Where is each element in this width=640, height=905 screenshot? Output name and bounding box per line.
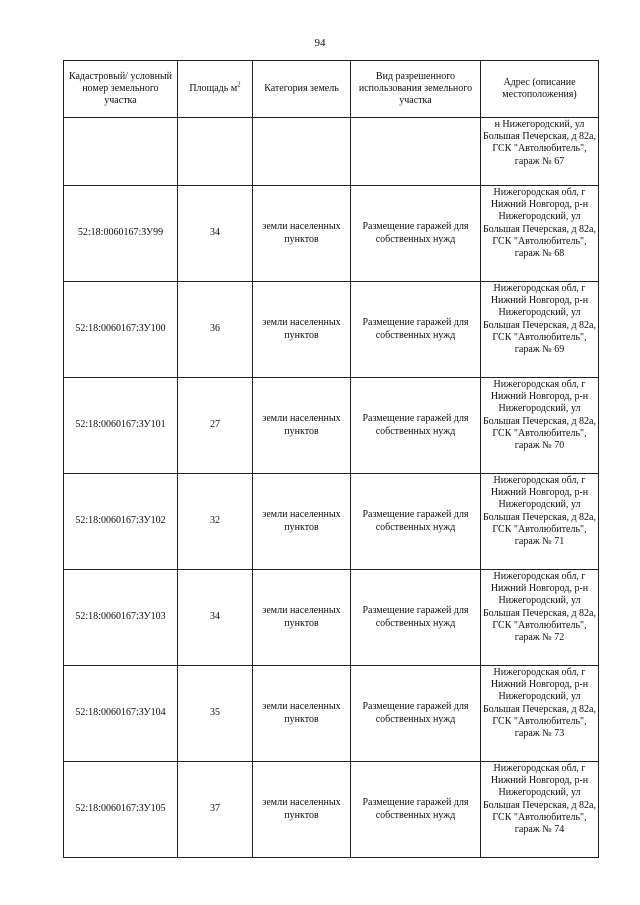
land-plots-table [63, 60, 599, 858]
cell-use: Размещение гаражей для собственных нужд [351, 474, 481, 570]
cell-address: Нижегородская обл, г Нижний Новгород, р-н Нижегородский, ул Большая Печерская, д 82а, ГСК "Автолюбитель", гараж № 73 [481, 666, 599, 762]
table-row-continuation [64, 118, 599, 186]
table-row [64, 378, 599, 474]
cell-cadastral: 52:18:0060167:ЗУ105 [64, 762, 178, 858]
header-area-sup: 2 [237, 80, 241, 89]
header-category: Категория земель [253, 61, 351, 118]
cell-category: земли населенных пунктов [253, 282, 351, 378]
cell-cadastral: 52:18:0060167:ЗУ102 [64, 474, 178, 570]
page-number: 94 [314, 37, 326, 49]
cell-address: Нижегородская обл, г Нижний Новгород, р-н Нижегородский, ул Большая Печерская, д 82а, ГСК "Автолюбитель", гараж № 72 [481, 570, 599, 666]
cell-area: 32 [178, 474, 253, 570]
header-use: Вид разрешенного использования земельного участка [351, 61, 481, 118]
cell-category: земли населенных пунктов [253, 186, 351, 282]
cell-area: 35 [178, 666, 253, 762]
cell-cadastral: 52:18:0060167:ЗУ99 [64, 186, 178, 282]
cell-cadastral: 52:18:0060167:ЗУ100 [64, 282, 178, 378]
header-address: Адрес (описание местоположения) [481, 61, 599, 118]
table-header [64, 61, 599, 118]
cell-address: Нижегородская обл, г Нижний Новгород, р-н Нижегородский, ул Большая Печерская, д 82а, ГСК "Автолюбитель", гараж № 74 [481, 762, 599, 858]
cell-area: 34 [178, 186, 253, 282]
cell-use: Размещение гаражей для собственных нужд [351, 666, 481, 762]
cell-cadastral [64, 118, 178, 186]
cell-address: Нижегородская обл, г Нижний Новгород, р-н Нижегородский, ул Большая Печерская, д 82а, ГСК "Автолюбитель", гараж № 71 [481, 474, 599, 570]
cell-category: земли населенных пунктов [253, 666, 351, 762]
cell-cadastral: 52:18:0060167:ЗУ101 [64, 378, 178, 474]
cell-use: Размещение гаражей для собственных нужд [351, 378, 481, 474]
table-body [64, 118, 599, 858]
cell-address: Нижегородская обл, г Нижний Новгород, р-н Нижегородский, ул Большая Печерская, д 82а, ГСК "Автолюбитель", гараж № 68 [481, 186, 599, 282]
table-row [64, 666, 599, 762]
cell-use: Размещение гаражей для собственных нужд [351, 186, 481, 282]
cell-category [253, 118, 351, 186]
cell-area [178, 118, 253, 186]
cell-category: земли населенных пунктов [253, 378, 351, 474]
header-cadastral: Кадастровый/ условный номер земельного участка [64, 61, 178, 118]
cell-cadastral: 52:18:0060167:ЗУ104 [64, 666, 178, 762]
table-row [64, 282, 599, 378]
cell-address: Нижегородская обл, г Нижний Новгород, р-н Нижегородский, ул Большая Печерская, д 82а, ГСК "Автолюбитель", гараж № 70 [481, 378, 599, 474]
table-row [64, 186, 599, 282]
cell-address: н Нижегородский, ул Большая Печерская, д 82а, ГСК "Автолюбитель", гараж № 67 [481, 118, 599, 186]
table-row [64, 474, 599, 570]
cell-use: Размещение гаражей для собственных нужд [351, 282, 481, 378]
header-area-label: Площадь м [189, 83, 238, 94]
cell-use: Размещение гаражей для собственных нужд [351, 570, 481, 666]
cell-cadastral: 52:18:0060167:ЗУ103 [64, 570, 178, 666]
cell-address: Нижегородская обл, г Нижний Новгород, р-н Нижегородский, ул Большая Печерская, д 82а, ГСК "Автолюбитель", гараж № 69 [481, 282, 599, 378]
cell-category: земли населенных пунктов [253, 474, 351, 570]
cell-category: земли населенных пунктов [253, 762, 351, 858]
header-area [178, 61, 253, 118]
header-row [64, 61, 599, 118]
cell-area: 34 [178, 570, 253, 666]
table-row [64, 570, 599, 666]
cell-use [351, 118, 481, 186]
table-row [64, 762, 599, 858]
cell-category: земли населенных пунктов [253, 570, 351, 666]
cell-use: Размещение гаражей для собственных нужд [351, 762, 481, 858]
cell-area: 37 [178, 762, 253, 858]
cell-area: 27 [178, 378, 253, 474]
cell-area: 36 [178, 282, 253, 378]
